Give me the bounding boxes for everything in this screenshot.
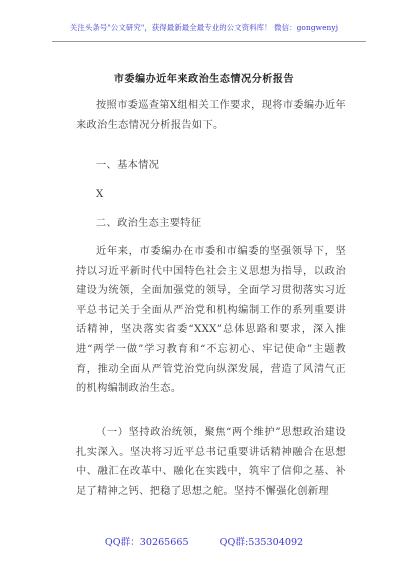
features-paragraph: 近年来，市委编办在市委和市编委的坚强领导下，坚持以习近平新时代中国特色社会主义思想为指导，以政治建设为统领，全面加强党的领导，全面学习贯彻落实习近平总书记关于全面从严治党和机构编制工作的系列重要讲话精神，坚决落实省委“XXX”总体思路和要求，深入推进“两学一做”学习教育和“不忘初心、牢记使命”主题教育，推动全面从严管党治党向纵深发展，营造了风清气正的机构编制政治生态。 <box>76 246 346 395</box>
header-banner: 关注头条号"公文研究"，获得最新最全最专业的公文资料库！ 微信：gongwenyj <box>69 23 339 32</box>
footer-qq-group-2: QQ群:535304092 <box>219 537 304 548</box>
intro-paragraph: 按照市委巡查第X组相关工作要求，现将市委编办近年来政治生态情况分析报告如下。 <box>76 100 346 131</box>
footer-qq-group-1: QQ群：30265665 <box>104 537 189 548</box>
document-title: 市委编办近年来政治生态情况分析报告 <box>113 74 295 85</box>
header-divider <box>52 41 366 42</box>
section-body-basic: X <box>96 189 104 200</box>
features-item-1: （一）坚持政治统领，聚焦“两个维护”思想政治建设扎实深入。坚决将习近平总书记重要讲话精神融合在思想中、融汇在改革中、融化在实践中，筑牢了信仰之基、补足了精神之钙、把稳了思想之舵。坚持不懈强化创新理 <box>76 427 346 497</box>
footer-contacts <box>0 534 408 548</box>
section-heading-basic: 一、基本情况 <box>96 160 160 171</box>
section-heading-features: 二、政治生态主要特征 <box>96 218 202 229</box>
